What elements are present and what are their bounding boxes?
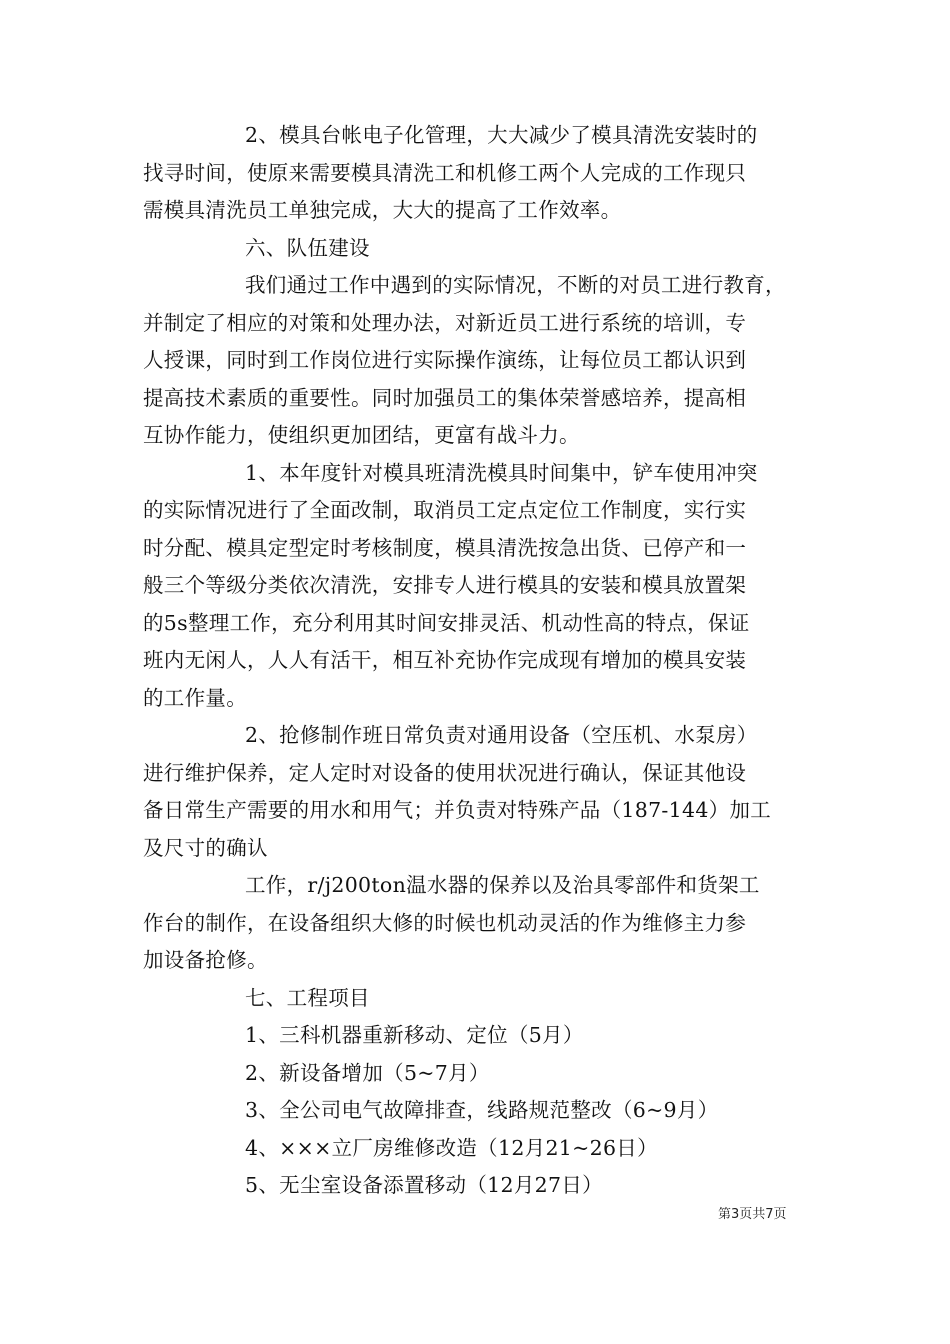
text-line: 互协作能力，使组织更加团结，更富有战斗力。: [143, 423, 580, 447]
text-line: 六、队伍建设: [245, 235, 370, 260]
text-line: 需模具清洗员工单独完成，大大的提高了工作效率。: [143, 198, 622, 222]
text-line: 2、抢修制作班日常负责对通用设备（空压机、水泵房）: [245, 723, 758, 747]
text-line: 作台的制作，在设备组织大修的时候也机动灵活的作为维修主力参: [143, 910, 747, 935]
text-line: 3、全公司电气故障排查，线路规范整改（6~9月）: [245, 1098, 719, 1122]
text-line: 并制定了相应的对策和处理办法，对新近员工进行系统的培训，专: [143, 310, 747, 335]
text-line: 七、工程项目: [245, 985, 370, 1010]
document-body: [143, 117, 833, 1205]
text-line: 1、三科机器重新移动、定位（5月）: [245, 1023, 584, 1047]
text-line: 备日常生产需要的用水和用气；并负责对特殊产品（187-144）加工: [143, 798, 772, 822]
text-line: 提高技术素质的重要性。同时加强员工的集体荣誉感培养，提高相: [143, 385, 747, 410]
text-line: 时分配、模具定型定时考核制度，模具清洗按急出货、已停产和一: [143, 535, 747, 560]
text-line: 进行维护保养，定人定时对设备的使用状况进行确认，保证其他设: [143, 760, 747, 785]
text-line: 工作，r/j200ton温水器的保养以及治具零部件和货架工: [245, 873, 760, 897]
text-line: 及尺寸的确认: [143, 835, 268, 860]
text-line: 2、模具台帐电子化管理，大大减少了模具清洗安装时的: [245, 123, 758, 147]
text-line: 2、新设备增加（5~7月）: [245, 1060, 490, 1085]
text-line: 我们通过工作中遇到的实际情况，不断的对员工进行教育，: [245, 273, 786, 297]
text-line: 的实际情况进行了全面改制，取消员工定点定位工作制度，实行实: [143, 498, 747, 522]
text-line: 5、无尘室设备添置移动（12月27日）: [245, 1173, 603, 1197]
text-line: 的5s整理工作，充分利用其时间安排灵活、机动性高的特点，保证: [143, 610, 750, 635]
text-line: 般三个等级分类依次清洗，安排专人进行模具的安装和模具放置架: [143, 573, 747, 597]
text-line: 4、×××立厂房维修改造（12月21~26日）: [245, 1135, 658, 1160]
text-line: 人授课，同时到工作岗位进行实际操作演练，让每位员工都认识到: [143, 348, 747, 372]
text-line: 1、本年度针对模具班清洗模具时间集中，铲车使用冲突: [245, 460, 758, 485]
text-line: 班内无闲人，人人有活干，相互补充协作完成现有增加的模具安装: [143, 648, 747, 672]
text-line: 加设备抢修。: [143, 948, 268, 972]
page-number: 第3页共7页: [718, 1207, 787, 1222]
text-line: 找寻时间，使原来需要模具清洗工和机修工两个人完成的工作现只: [143, 160, 747, 185]
text-line: 的工作量。: [143, 685, 247, 710]
